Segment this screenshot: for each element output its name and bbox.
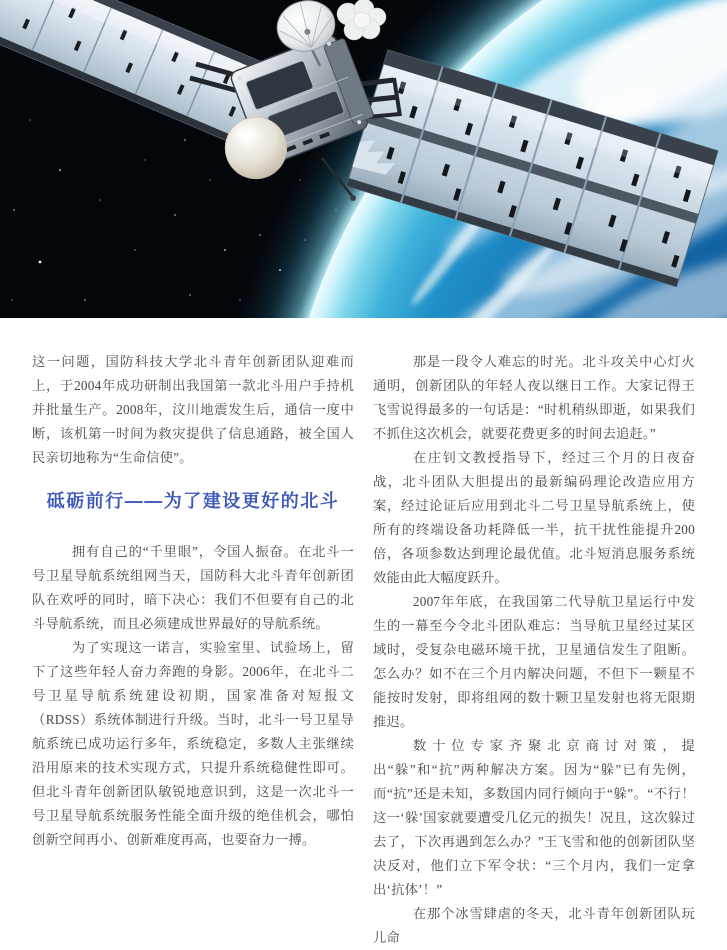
left-column <box>32 318 354 852</box>
hero-image <box>0 0 727 318</box>
paragraph: 数十位专家齐聚北京商讨对策，提出“躲”和“抗”两种解决方案。因为“躲”已有先例，而“抗”还是未知，多数国内同行倾向于“躲”。“不行！这一‘躲’国家就要遭受几亿元的损失！况且，这次躲过去了，下次再遇到怎么办？”王飞雪和他的创新团队坚决反对，他们立下军令状：“三个月内，我们一定拿出‘抗体’！” <box>373 738 695 897</box>
paragraph: 在那个冰雪肆虐的冬天，北斗青年创新团队玩儿命 <box>373 906 695 945</box>
fuel-tank <box>225 117 287 179</box>
intro-paragraph: 这一问题，国防科技大学北斗青年创新团队迎难而上，于2004年成功研制出我国第一款北斗用户手持机并批量生产。2008年，汶川地震发生后，通信一度中断，该机第一时间为救灾提供了信息通路，被全国人民亲切地称为“生命信使”。 <box>32 354 354 465</box>
paragraph: 那是一段令人难忘的时光。北斗攻关中心灯火通明，创新团队的年轻人夜以继日工作。大家记得王飞雪说得最多的一句话是：“时机稍纵即逝，如果我们不抓住这次机会，就要花费更多的时间去追赶。” <box>373 354 695 441</box>
right-column <box>373 318 695 950</box>
satellite-earth-illustration <box>0 0 727 318</box>
article-body <box>0 318 727 945</box>
paragraph: 为了实现这一诺言，实验室里、试验场上，留下了这些年轻人奋力奔跑的身影。2006年，在北斗二号卫星导航系统建设初期，国家准备对短报文（RDSS）系统体制进行升级。当时，北斗一号卫星导航系统已成功运行多年，系统稳定，多数人主张继续沿用原来的技术实现方式，只提升系统稳健性即可。但北斗青年创新团队敏锐地意识到，这是一次北斗一号卫星导航系统服务性能全面升级的绝佳机会，哪怕创新空间再小、创新难度再高，也要奋力一搏。 <box>32 640 354 847</box>
paragraph: 拥有自己的“千里眼”，令国人振奋。在北斗一号卫星导航系统组网当天，国防科大北斗青年创新团队在欢呼的同时，暗下决心：我们不但要有自己的北斗导航系统，而且必须建成世界最好的导航系统。 <box>32 544 354 631</box>
paragraph: 在庄钊文教授指导下，经过三个月的日夜奋战，北斗团队大胆提出的最新编码理论改造应用方案，经过论证后应用到北斗二号卫星导航系统上，使所有的终端设备功耗降低一半，抗干扰性能提升200倍，各项参数达到理论最优值。北斗短消息服务系统效能由此大幅度跃升。 <box>373 450 695 585</box>
paragraph: 2007年年底，在我国第二代导航卫星运行中发生的一幕至今令北斗团队难忘：当导航卫星经过某区域时，受复杂电磁环境干扰，卫星通信发生了阻断。怎么办？如不在三个月内解决问题，不但下一颗星不能按时发射，即将组网的数十颗卫星发射也将无限期推迟。 <box>373 594 695 729</box>
section-heading: 砥砺前行——为了建设更好的北斗 <box>46 491 340 511</box>
